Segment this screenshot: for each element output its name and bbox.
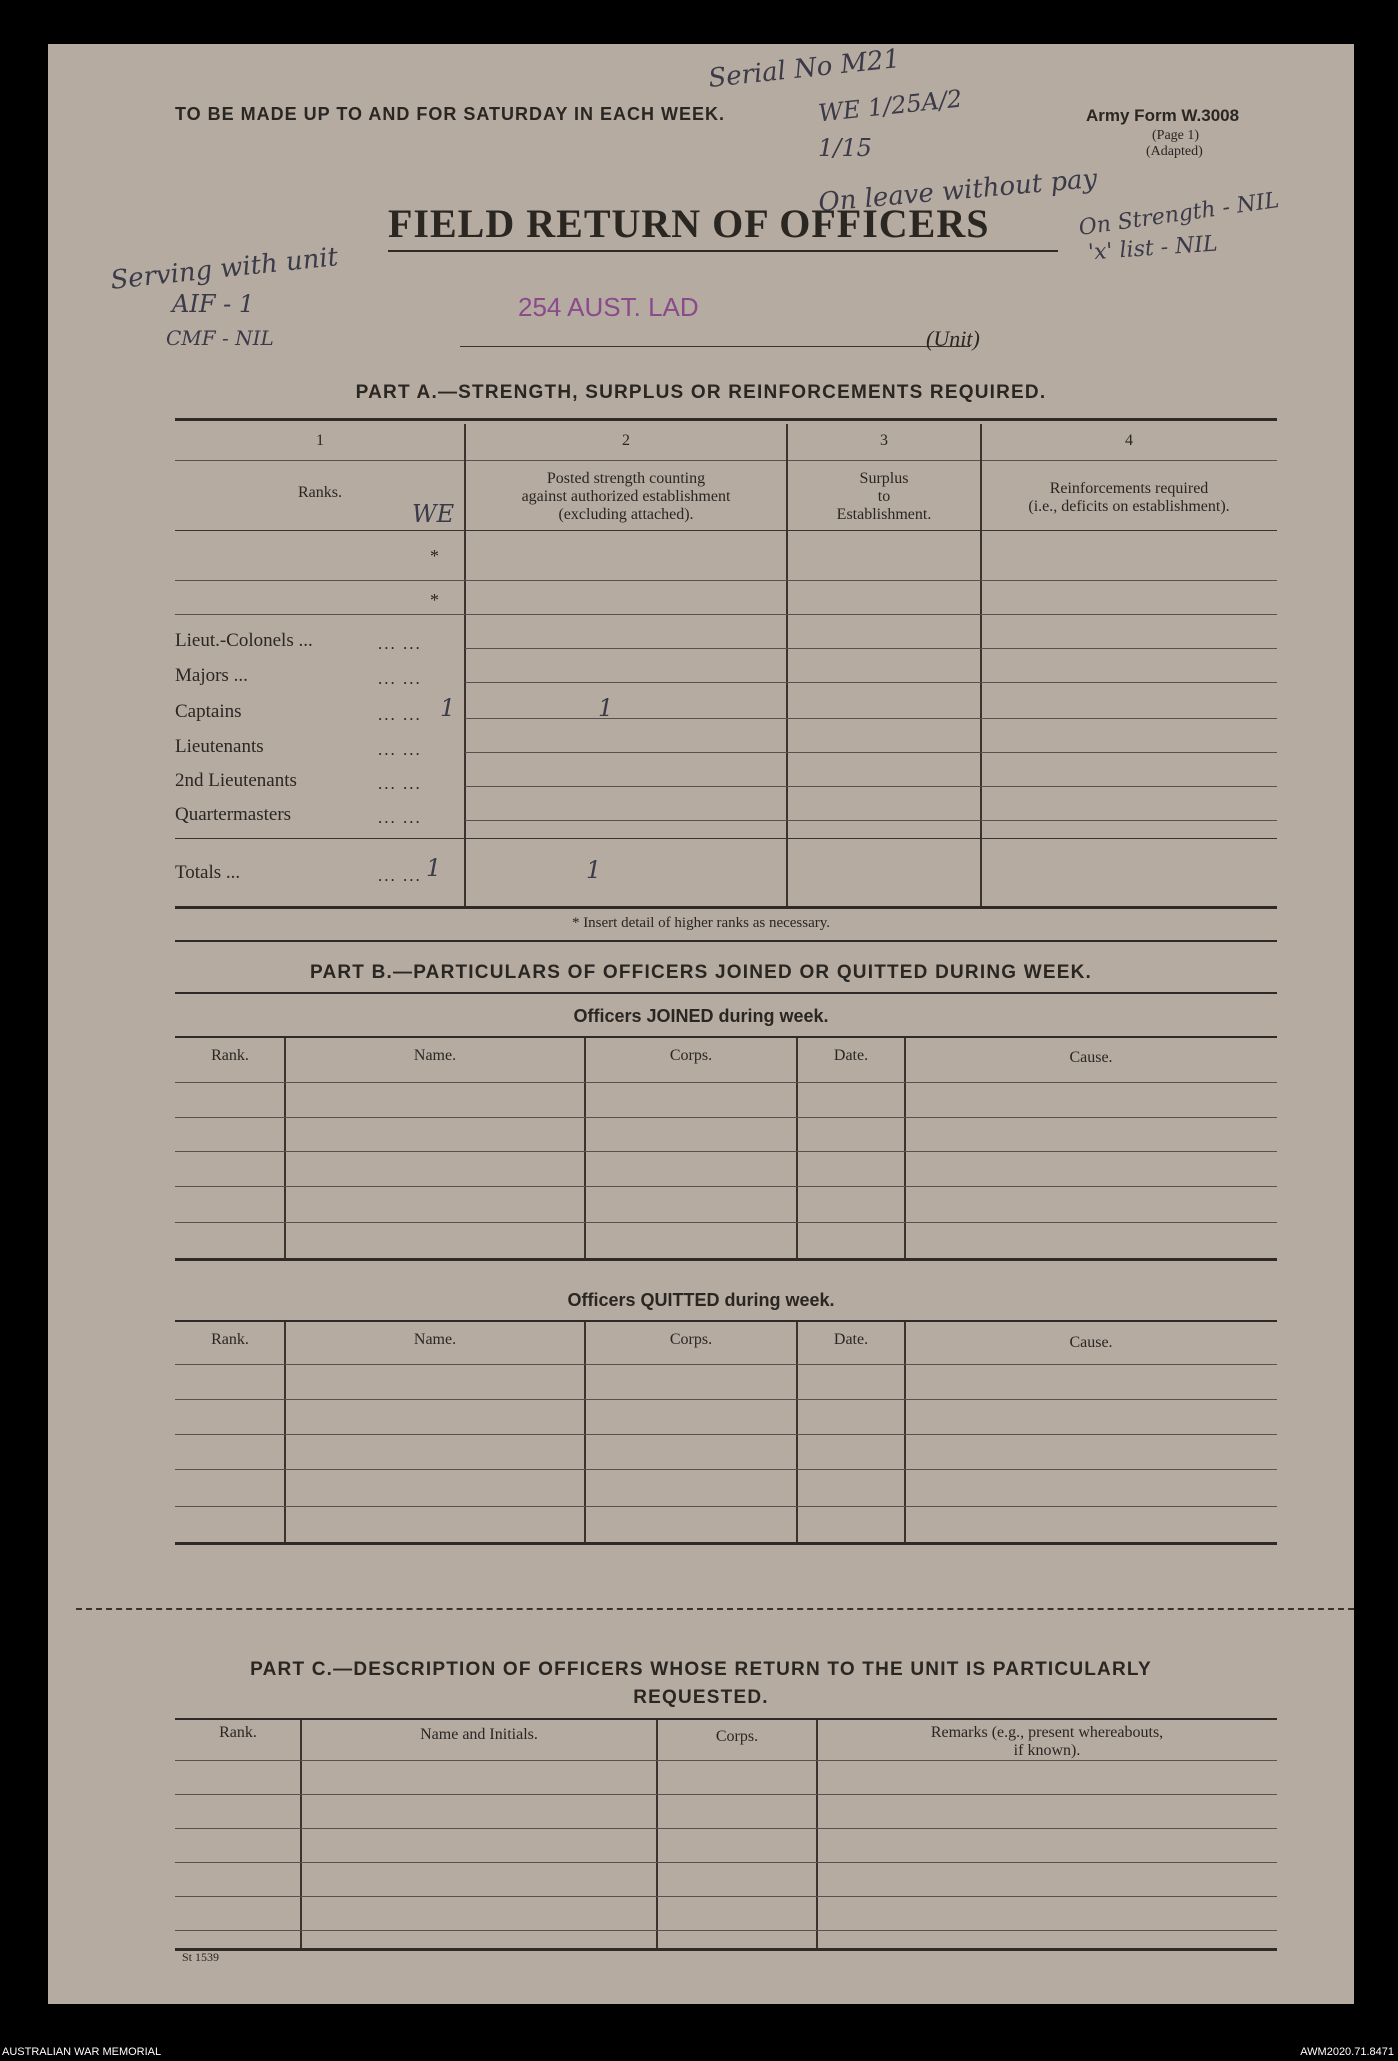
joined-col-corps: Corps. <box>669 1047 713 1064</box>
rank-majors: Majors ... <box>175 665 248 686</box>
joined-col-date: Date. <box>833 1047 869 1064</box>
joined-vline <box>584 1038 586 1258</box>
asterisk-row-1: * <box>430 546 439 566</box>
quitted-row-rule <box>175 1434 1277 1435</box>
part-c-row-rule <box>175 1828 1277 1829</box>
col-number-1: 1 <box>316 432 324 449</box>
quitted-col-corps: Corps. <box>669 1331 713 1348</box>
row-rule <box>465 786 1277 787</box>
handwritten-page-no: 1/15 <box>818 134 872 162</box>
part-a-vline-2 <box>786 424 788 906</box>
part-c-title-line2: REQUESTED. <box>633 1687 769 1708</box>
part-c-vline <box>816 1720 818 1948</box>
col-ranks-header: Ranks. <box>298 484 342 501</box>
joined-col-cause: Cause. <box>1069 1049 1113 1066</box>
col3-line1: Surplus <box>859 470 909 487</box>
part-b-title: PART B.—PARTICULARS OF OFFICERS JOINED OR QUITTED DURING WEEK. <box>310 962 1092 983</box>
part-c-row-rule <box>175 1930 1277 1931</box>
col2-line3: (excluding attached). <box>558 506 694 523</box>
perforation-line <box>76 1608 1354 1610</box>
rank-quartermasters: Quartermasters <box>175 804 292 825</box>
part-c-col-remarks <box>817 1724 1277 1760</box>
quitted-bottom-rule <box>175 1542 1277 1545</box>
rank-captains: Captains <box>175 701 242 722</box>
handwritten-cmf: CMF - NIL <box>166 326 274 350</box>
col3-line2: to <box>877 488 891 505</box>
form-sheet <box>48 44 1354 2004</box>
col-header-rule <box>175 530 1277 531</box>
row-rule <box>465 820 1277 821</box>
quitted-row-rule <box>175 1399 1277 1400</box>
quitted-vline <box>584 1322 586 1542</box>
quitted-title: Officers QUITTED during week. <box>567 1290 835 1310</box>
handwritten-strength: On Strength - NIL <box>1077 188 1281 241</box>
joined-vline <box>796 1038 798 1258</box>
handwritten-we: WE 1/25A/2 <box>816 84 964 128</box>
part-c-remarks-line1: Remarks (e.g., present whereabouts, <box>930 1724 1164 1741</box>
print-code: St 1539 <box>182 1950 220 1964</box>
col-number-rule <box>175 460 1277 461</box>
page-title: FIELD RETURN OF OFFICERS <box>388 201 990 246</box>
quitted-col-name: Name. <box>413 1331 457 1348</box>
col4-header <box>981 480 1277 516</box>
totals-label: Totals ... <box>175 862 241 883</box>
col-number-3: 3 <box>880 432 888 449</box>
rank-dots: ... ... <box>378 808 422 827</box>
asterisk-row-2: * <box>430 590 439 610</box>
col2-line2: against authorized establishment <box>521 488 731 505</box>
part-a-top-rule <box>175 418 1277 421</box>
joined-row-rule <box>175 1222 1277 1223</box>
unit-line <box>460 346 970 347</box>
col3-line3: Establishment. <box>836 506 932 523</box>
totals-rule <box>175 838 1277 839</box>
part-c-remarks-line2: if known). <box>1013 1742 1081 1759</box>
rank-dots: ... ... <box>378 774 422 793</box>
col-number-4: 4 <box>1125 432 1133 449</box>
col4-line1: Reinforcements required <box>1049 480 1209 497</box>
rank-dots: ... ... <box>378 669 422 688</box>
joined-row-rule <box>175 1082 1277 1083</box>
part-c-row-rule <box>175 1794 1277 1795</box>
quitted-row-rule <box>175 1364 1277 1365</box>
part-c-top-rule <box>175 1718 1277 1720</box>
quitted-col-rank: Rank. <box>211 1331 249 1348</box>
title-underline <box>388 250 1058 252</box>
quitted-vline <box>796 1322 798 1542</box>
handwritten-serial: Serial No M21 <box>706 44 902 94</box>
rank-lieut-colonels: Lieut.-Colonels ... <box>175 630 313 651</box>
instruction-text: TO BE MADE UP TO AND FOR SATURDAY IN EACH WEEK. <box>175 104 726 124</box>
part-c-title <box>48 1656 1354 1712</box>
part-b-top-rule <box>175 992 1277 994</box>
rank-2nd-lieutenants: 2nd Lieutenants <box>175 770 297 791</box>
totals-we-value: 1 <box>426 854 442 882</box>
col4-line2: (i.e., deficits on establishment). <box>1028 498 1230 515</box>
part-c-col-corps: Corps. <box>715 1728 759 1745</box>
part-c-vline <box>656 1720 658 1948</box>
col3-header <box>787 470 981 524</box>
unit-label: (Unit) <box>926 326 980 351</box>
joined-row-rule <box>175 1151 1277 1152</box>
row-rule <box>175 614 1277 615</box>
rank-lieutenants: Lieutenants <box>175 736 264 757</box>
part-c-row-rule <box>175 1896 1277 1897</box>
joined-col-rank: Rank. <box>211 1047 249 1064</box>
page-label: (Page 1) <box>1152 128 1200 143</box>
quitted-row-rule <box>175 1469 1277 1470</box>
handwritten-aif: AIF - 1 <box>172 290 255 318</box>
part-c-col-rank: Rank. <box>219 1724 257 1741</box>
joined-vline <box>284 1038 286 1258</box>
part-c-row-rule <box>175 1760 1277 1761</box>
captains-posted-value: 1 <box>598 694 614 722</box>
joined-header-rule <box>175 1036 1277 1038</box>
handwritten-leave: On leave without pay <box>817 163 1099 219</box>
quitted-col-cause: Cause. <box>1069 1334 1113 1351</box>
part-c-row-rule <box>175 1862 1277 1863</box>
quitted-vline <box>284 1322 286 1542</box>
quitted-row-rule <box>175 1506 1277 1507</box>
part-c-col-name: Name and Initials. <box>420 1726 538 1743</box>
totals-posted-value: 1 <box>586 856 602 884</box>
unit-stamp: 254 AUST. LAD <box>518 292 699 322</box>
joined-vline <box>904 1038 906 1258</box>
quitted-vline <box>904 1322 906 1542</box>
rank-dots: ... ... <box>378 705 422 724</box>
col2-line1: Posted strength counting <box>546 470 706 487</box>
part-a-title: PART A.—STRENGTH, SURPLUS OR REINFORCEMENTS REQUIRED. <box>355 382 1047 403</box>
part-c-vline <box>300 1720 302 1948</box>
joined-row-rule <box>175 1186 1277 1187</box>
part-a-footnote-rule <box>175 940 1277 942</box>
row-rule <box>175 580 1277 581</box>
rank-dots: ... ... <box>378 634 422 653</box>
captains-we-value: 1 <box>440 694 456 722</box>
handwritten-serving: Serving with unit <box>109 242 340 296</box>
row-rule <box>465 752 1277 753</box>
footer-right: AWM2020.71.8471 <box>1300 2046 1394 2058</box>
joined-title: Officers JOINED during week. <box>573 1006 829 1026</box>
totals-dots: ... ... <box>378 866 422 885</box>
part-c-bottom-rule <box>175 1948 1277 1951</box>
handwritten-we-col: WE <box>412 500 455 528</box>
joined-bottom-rule <box>175 1258 1277 1261</box>
rank-dots: ... ... <box>378 740 422 759</box>
part-a-vline-1 <box>464 424 466 906</box>
quitted-col-date: Date. <box>833 1331 869 1348</box>
handwritten-x-list: 'x' list - NIL <box>1087 231 1219 266</box>
adapted-label: (Adapted) <box>1146 144 1203 159</box>
row-rule <box>465 718 1277 719</box>
row-rule <box>465 682 1277 683</box>
col-number-2: 2 <box>622 432 630 449</box>
part-a-footnote: * Insert detail of higher ranks as necessary. <box>571 915 831 931</box>
part-c-title-line1: PART C.—DESCRIPTION OF OFFICERS WHOSE RETURN TO THE UNIT IS PARTICULARLY <box>250 1659 1152 1680</box>
part-a-bottom-rule <box>175 906 1277 909</box>
joined-col-name: Name. <box>413 1047 457 1064</box>
row-rule <box>465 648 1277 649</box>
footer-left: AUSTRALIAN WAR MEMORIAL <box>2 2046 162 2058</box>
quitted-header-rule <box>175 1320 1277 1322</box>
col2-header <box>465 470 787 524</box>
form-number: Army Form W.3008 <box>1086 106 1240 125</box>
part-a-vline-3 <box>980 424 982 906</box>
joined-row-rule <box>175 1117 1277 1118</box>
